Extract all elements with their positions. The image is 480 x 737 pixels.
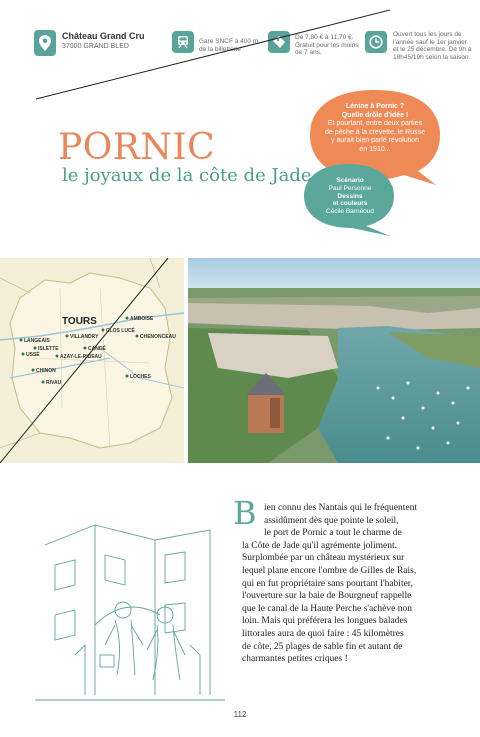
bubble-line: en 1910... [359, 145, 391, 153]
map-dot [126, 375, 129, 378]
page-title: PORNIC [58, 127, 216, 168]
street-sketch-illustration [35, 505, 225, 705]
article-line: loin. Mais qui préférera les longues balades [242, 616, 408, 627]
map-label: AMBOISE [130, 316, 154, 322]
map-label: CANDÉ [88, 346, 106, 352]
map-dot [32, 369, 35, 372]
hours-line: Ouvert tous les jours de [393, 31, 462, 38]
article-line: assidûment dès que pointe le soleil, [264, 515, 399, 526]
bubble-line: Quelle drôle d'idée ! [341, 111, 409, 119]
map-city-main: TOURS [62, 316, 97, 327]
article-line: qui en fut propriétaire sans pourtant l'habiter, [242, 578, 413, 589]
article-line: que le canal de la Haute Perche s'achève non [242, 603, 412, 614]
article-body [222, 502, 452, 666]
train-line: de la billetterie [199, 45, 241, 53]
bubble-line: Et pourtant, entre deux parties [327, 120, 423, 127]
info-bar [0, 0, 480, 70]
place-name: Château Grand Cru [62, 31, 145, 41]
map-label: ISLETTE [38, 346, 59, 352]
bubble-line: de pêche à la crevette, le Russe [324, 128, 425, 136]
map-label: RIVAU [46, 380, 62, 386]
train-line: Gare SNCF à 400 m [199, 38, 259, 45]
place-address: 37000 GRAND BLED [62, 43, 129, 50]
price-line: De 7,80 € à 11,70 €. [295, 34, 354, 41]
credit-name: Paul Personne [328, 184, 372, 192]
credit-label: Scénario [336, 177, 364, 184]
article-line: l'ouverture sur la baie de Bourgneuf rappelle [242, 591, 412, 602]
credit-label: Dessins [337, 192, 363, 200]
map-label: VILLANDRY [70, 334, 99, 340]
map-label: AZAY-LE-RIDEAU [60, 354, 102, 360]
region-map [0, 258, 184, 463]
price-line: de 7 ans. [295, 49, 322, 56]
map-dot [42, 381, 45, 384]
map-dot [22, 353, 25, 356]
article-line: lequel plane encore l'ombre de Gilles de Rais, [242, 565, 417, 576]
map-label: LANGEAIS [24, 338, 50, 344]
article-line: de côte, 25 plages de sable fin et autant de [242, 641, 403, 652]
hours-line: et le 25 décembre. De 9h à [393, 46, 472, 53]
page-subtitle: le joyaux de la côte de Jade [62, 165, 312, 186]
teal-bubble-text [306, 177, 394, 216]
article-line: charmantes petites criques ! [242, 654, 348, 665]
credit-label: et couleurs [332, 200, 368, 208]
hours-line: l'année sauf le 1er janvier [393, 38, 467, 46]
harbour-photo [188, 258, 480, 463]
map-dot [84, 347, 87, 350]
article-line: la Côte de Jade qu'il agrémente joliment. [242, 540, 397, 551]
map-label: CHINON [36, 368, 56, 374]
orange-bubble-text [316, 103, 434, 154]
map-dot [20, 339, 23, 342]
map-label: LOCHES [130, 374, 151, 380]
article-line: Surplombée par un château mystérieux sur [242, 553, 405, 564]
map-dot [136, 335, 139, 338]
article-line: ien connu des Nantais qui le fréquentent [264, 503, 418, 513]
map-dot [56, 355, 59, 358]
map-dot [34, 347, 37, 350]
map-dot [126, 317, 129, 320]
article-line: littorales aura de quoi faire : 45 kilomètres [242, 628, 404, 639]
map-label: USSÉ [26, 352, 40, 358]
article-drop-cap: B [233, 494, 257, 532]
page-number: 112 [233, 710, 247, 719]
map-dot [102, 329, 105, 332]
map-dot [66, 335, 69, 338]
hours-line: 18h45/19h selon la saison. [393, 53, 471, 61]
price-line: Gratuit pour les moins [295, 41, 359, 49]
map-label: CLOS LUCÉ [106, 328, 135, 334]
bubble-line: Lénine à Pornic ? [345, 103, 405, 110]
article-line: le port de Pornic a tout le charme de [264, 528, 402, 539]
map-label: CHENONCEAU [140, 334, 176, 340]
bubble-line: y aurait bien parlé révolution [331, 137, 419, 144]
credit-name: Cécile Barnéoud [325, 208, 375, 216]
